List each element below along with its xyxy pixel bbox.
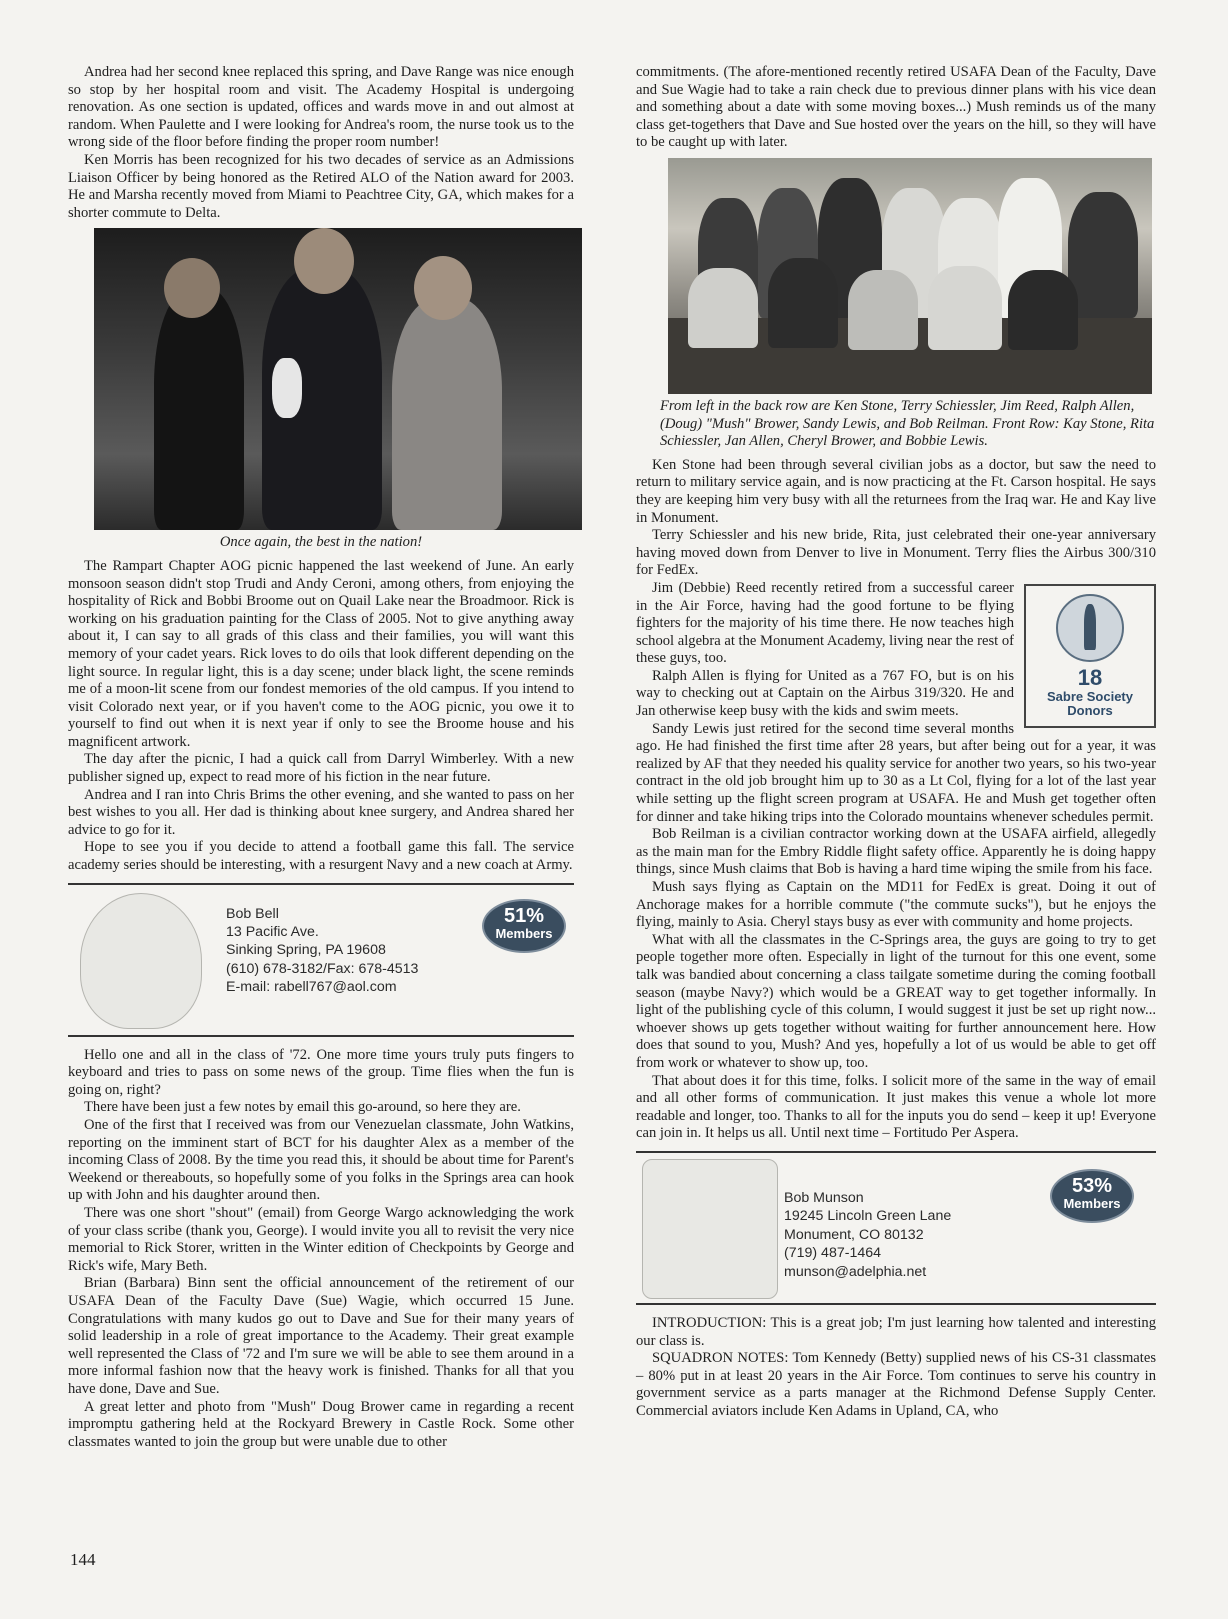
sabre-society-box [1024, 584, 1156, 728]
contact-phone: (719) 487-1464 [784, 1245, 882, 1262]
paragraph: That about does it for this time, folks. I solicit more of the same in the way of email and all other forms of communication. It just makes this venue a whole lot more readable and longer, too. Thanks to all for the inputs you do send – keep it up! Everyone can join in. It helps us all. Until next time – Fortitudo Per Aspera. [636, 1072, 1156, 1142]
membership-percent: 51% [503, 904, 545, 927]
sabre-donor-count: 18 [1077, 664, 1103, 690]
contact-name: Bob Bell [226, 905, 279, 922]
class-crest-icon [642, 1159, 778, 1299]
paragraph: What with all the classmates in the C-Springs area, the guys are going to try to get people together more often. Especially in light of the turnout for this one event, some talk was bandied about concerning a class tailgate sometime during the coming football season (maybe Navy?) which would be a GREAT way to get together informally. In light of the publishing cycle of this column, I would suggest it just be set up right now... whoever shows up gets together without waiting for further announcement here. How does that sound to you, Mush? And yes, hopefully a lot of us would be able to get off from work or whatever to show up, too. [636, 931, 1156, 1071]
contact-city: Sinking Spring, PA 19608 [226, 942, 386, 959]
paragraph: Sandy Lewis just retired for the second time several months ago. He had finished the first time after 28 years, but after being out for a year, it was realized by AF that they needed his quality service for another two years, so his two-year contract in the old job brought him up to 30 as a Lt Col, flying for a lot of the last year while setting up the flight screen program at USAFA. He and Mush get together often for dinner and take hiking trips into the Colorado mountains whenever schedules permit. [636, 720, 1156, 825]
paragraph: commitments. (The afore-mentioned recently retired USAFA Dean of the Faculty, Dave and Sue Wagie had to take a rain check due to previous dinner plans with his vice dean and something about a date with some moving boxes...) Mush reminds us of the many class get-togethers that Dave and Sue hosted over the years on the hill, so they will have to be caught up with later. [636, 64, 1156, 151]
paragraph: A great letter and photo from "Mush" Doug Brower came in regarding a recent impromptu gathering held at the Rockyard Brewery in Castle Rock. Some other classmates wanted to join the group but were unable due to other [68, 1398, 574, 1450]
paragraph: INTRODUCTION: This is a great job; I'm just learning how talented and interesting our class is. [636, 1314, 1156, 1349]
paragraph: The day after the picnic, I had a quick call from Darryl Wimberley. With a new publisher signed up, expect to read more of his fiction in the near future. [68, 751, 574, 786]
paragraph: One of the first that I received was from our Venezuelan classmate, John Watkins, reporting on the imminent start of BCT for his daughter Alex as a member of the incoming Class of 2008. By the time you read this, it should be about time for Parent's Weekend or thereabouts, so hopefully some of you folks in the Springs area can hook up with John and his daughter around then. [68, 1117, 574, 1204]
paragraph: Ken Stone had been through several civilian jobs as a doctor, but saw the need to return to military service again, and is now practicing at the Ft. Carson hospital. He says they are keeping him very busy with all the returnees from the Iraq war. He and Kay live in Monument. [636, 456, 1156, 526]
paragraph: Hello one and all in the class of '72. One more time yours truly puts fingers to keyboard and tries to pass on some news of the group. Time flies when the fun is going on, right? [68, 1046, 574, 1098]
group-photo [668, 158, 1152, 394]
sabre-society-seal-icon [1056, 594, 1124, 662]
paragraph: Mush says flying as Captain on the MD11 for FedEx is great. Doing it out of Anchorage makes for a horrible commute ("the commute sucks"), but he enjoys the flying, mainly to Asia. Cheryl stays busy as ever with community and home projects. [636, 879, 1156, 931]
membership-percent: 53% [1071, 1174, 1113, 1197]
paragraph: Andrea and I ran into Chris Brims the other evening, and she wanted to pass on her best wishes to you all. Her dad is thinking about knee surgery, and Andrea shared her advice to go for it. [68, 786, 574, 838]
membership-badge [1050, 1169, 1134, 1223]
left-column [68, 64, 574, 1451]
paragraph: The Rampart Chapter AOG picnic happened the last weekend of June. An early monsoon season didn't stop Trudi and Andy Ceroni, among others, from enjoying the hospitality of Rick and Bobbi Broome out on Quail Lake near the Broadmoor. Rick is working on his graduation painting for the Class of 2005. Not to give anything away about it, I can say to all grads of this class and their families, you will want this memory of your cadet years. Rick loves to do oils that look different depending on the light source. In regular light, this is a day scene; under black light, the scene reminds me of a moon-lit scene from our fondest memories of the old campus. If you intend to visit Colorado next year, or if you haven't come to the AOG picnic, you owe it to yourself to find out when it is next year if only to see the Broome house and his magnificent artwork. [68, 557, 574, 750]
class-contact-box [68, 883, 574, 1037]
paragraph: Ralph Allen is flying for United as a 767 FO, but is on his way to checking out at Captain on the Airbus 319/320. He and Jan otherwise keep busy with the kids and swim meets. [636, 667, 1014, 720]
contact-city: Monument, CO 80132 [784, 1226, 924, 1243]
sabre-label-2: Donors [1067, 702, 1113, 718]
membership-badge [482, 899, 566, 953]
contact-email: munson@adelphia.net [784, 1263, 927, 1280]
contact-phone: (610) 678-3182/Fax: 678-4513 [226, 960, 419, 977]
contact-street: 19245 Lincoln Green Lane [784, 1208, 952, 1225]
contact-address [226, 905, 418, 997]
paragraph: There was one short "shout" (email) from George Wargo acknowledging the work of your class scribe (thank you, George). I would invite you all to revisit the very nice memorial to Rick Storer, written in the Winter edition of Checkpoints by George and Rick's wife, Mary Beth. [68, 1204, 574, 1274]
paragraph: Jim (Debbie) Reed recently retired from a successful career in the Air Force, having had the good fortune to be flying fighters for the majority of his time there. He now teaches high school algebra at the Monument Academy, living near the rest of these guys, too. [636, 579, 1014, 667]
photo-caption: Once again, the best in the nation! [219, 534, 423, 551]
membership-label: Members [1063, 1195, 1121, 1211]
contact-name: Bob Munson [784, 1189, 864, 1206]
page-number: 144 [70, 1550, 96, 1569]
contact-email: E-mail: rabell767@aol.com [226, 979, 397, 996]
contact-address [784, 1189, 951, 1281]
paragraph: Bob Reilman is a civilian contractor working down at the USAFA airfield, allegedly as the main man for the Embry Riddle flight safety office. Apparently he is doing happy things, since Mush claims that Bob is having a hard time wiping the smile from his face. [636, 826, 1156, 878]
class-crest-icon [80, 893, 202, 1029]
paragraph: There have been just a few notes by email this go-around, so here they are. [84, 1099, 521, 1116]
paragraph: Terry Schiessler and his new bride, Rita, just celebrated their one-year anniversary having moved down from Denver to live in Monument. Terry flies the Airbus 300/310 for FedEx. [636, 527, 1156, 579]
award-photo [94, 228, 582, 530]
right-column [636, 64, 1156, 1420]
class-contact-box [636, 1151, 1156, 1305]
membership-label: Members [495, 925, 553, 941]
paragraph: Andrea had her second knee replaced this spring, and Dave Range was nice enough so stop by her hospital room and visit. The Academy Hospital is undergoing renovation. As one section is updated, offices and wards move in and out almost at random. When Paulette and I were looking for Andrea's room, the nurse took us to the wrong side of the floor before finding the proper room number! [68, 64, 574, 151]
sabre-label: Sabre Society [1047, 688, 1133, 704]
photo-caption: From left in the back row are Ken Stone, Terry Schiessler, Jim Reed, Ralph Allen, (Doug) "Mush" Brower, Sandy Lewis, and Bob Reilman. Front Row: Kay Stone, Rita Schiessler, Jan Allen, Cheryl Brower, and Bobbie Lewis. [660, 397, 1155, 450]
paragraph: Ken Morris has been recognized for his two decades of service as an Admissions Liaison Officer by being honored as the Retired ALO of the Nation award for 2003. He and Marsha recently moved from Miami to Peachtree City, GA, which makes for a shorter commute to Delta. [68, 151, 574, 221]
paragraph: SQUADRON NOTES: Tom Kennedy (Betty) supplied news of his CS-31 classmates – 80% put in at least 20 years in the Air Force. Tom continues to serve his country in government service as a parts manager at the Richmond Defense Supply Center. Commercial aviators include Ken Adams in Upland, CA, who [636, 1350, 1156, 1419]
paragraph: Hope to see you if you decide to attend a football game this fall. The service academy series should be interesting, with a resurgent Navy and a new coach at Army. [68, 839, 574, 874]
paragraph: Brian (Barbara) Binn sent the official announcement of the retirement of our USAFA Dean of the Faculty Dave (Sue) Wagie, which occurred 15 June. Congratulations with many kudos go out to Dave and Sue for their many years of solid leadership in a role of great importance to the Academy. Their great example well represented the Class of '72 and I'm sure we will be able to see them around in a more informal fashion now that the heavy work is finished. Thanks for all that you have done, Dave and Sue. [68, 1275, 574, 1397]
contact-street: 13 Pacific Ave. [226, 924, 319, 941]
